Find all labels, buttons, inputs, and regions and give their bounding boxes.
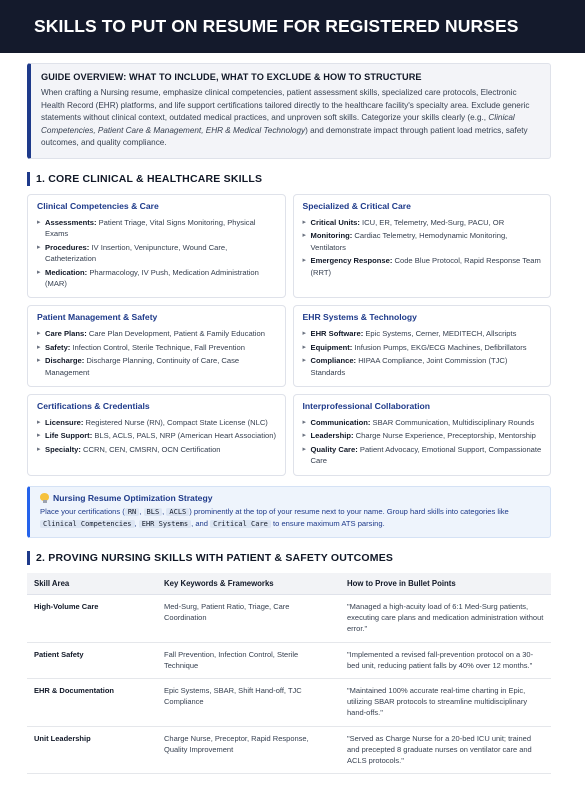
item-label: Communication: [310,418,371,428]
skill-card-ehr-systems [293,305,552,387]
card-list [303,328,543,378]
item-label: Discharge: [45,356,85,366]
list-item [37,342,277,353]
bullet-icon: ▸ [302,343,307,351]
list-item [37,355,277,378]
column-header-keywords: Key Keywords & Frameworks [157,573,340,595]
list-item [37,217,277,240]
card-list [37,217,277,289]
outcomes-table [27,573,551,774]
list-item [303,230,543,253]
item-text: Patient Triage, Vital Signs Monitoring, Physical Exams [45,217,256,239]
item-label: Equipment: [310,342,353,352]
code-critical-care: Critical Care [210,520,271,528]
bullet-icon: ▸ [302,330,307,338]
cell-skill-area: EHR & Documentation [27,679,157,727]
overview-text [41,87,540,150]
cell-keywords: Epic Systems, SBAR, Shift Hand-off, TJC Compliance [157,679,340,727]
list-item [303,430,543,441]
tip-text-part: to ensure maximum ATS parsing. [270,518,385,528]
table-row [27,679,551,727]
code-bls: BLS [144,508,163,516]
item-text: Care Plan Development, Patient & Family Education [86,329,265,339]
item-text: Pharmacology, IV Push, Medication Administration (MAR) [45,267,259,288]
bullet-icon: ▸ [302,232,307,240]
skill-card-patient-management [27,305,286,387]
item-text: Epic Systems, Cerner, MEDITECH, Allscripts [363,329,517,339]
card-list [303,417,543,467]
tip-text-part: , [162,506,167,516]
item-label: Quality Care: [310,444,358,454]
skills-card-grid [27,194,551,476]
bullet-icon: ▸ [302,445,307,453]
list-item [303,217,543,228]
guide-overview-box [27,63,551,159]
cell-proof: "Managed a high-acuity load of 6:1 Med-Surg patients, executing care plans and medication administration without error." [340,595,551,643]
tip-text-part: , and [191,518,211,528]
tip-text-part: , [134,518,139,528]
card-title: Clinical Competencies & Care [37,200,159,211]
tip-text [40,506,540,530]
tip-title: Nursing Resume Optimization Strategy [53,492,213,503]
cell-proof: "Served as Charge Nurse for a 20-bed ICU unit; trained and precepted 8 graduate nurses on ventilator care and ACLS protocols." [340,726,551,774]
lightbulb-icon [40,493,49,503]
card-list [303,217,543,278]
list-item [303,342,543,353]
bullet-icon: ▸ [37,330,41,338]
list-item [37,242,277,265]
bullet-icon: ▸ [302,419,307,427]
skill-card-collaboration [293,394,552,476]
item-label: Procedures: [45,242,90,252]
list-item [303,417,543,428]
item-text: Cardiac Telemetry, Hemodynamic Monitoring, Ventilators [310,231,508,252]
item-text: SBAR Communication, Multidisciplinary Rounds [370,418,535,428]
table-row [27,726,551,774]
bullet-icon: ▸ [37,243,41,251]
item-text: ICU, ER, Telemetry, Med-Surg, PACU, OR [359,217,505,227]
cell-keywords: Med-Surg, Patient Ratio, Triage, Care Coordination [157,595,340,643]
item-text: Patient Advocacy, Emotional Support, Compassionate Care [310,444,542,466]
item-label: EHR Software: [310,329,364,339]
list-item [303,255,543,278]
item-label: Critical Units: [310,217,360,227]
card-title: EHR Systems & Technology [302,312,417,323]
item-label: Licensure: [45,418,84,428]
card-title: Certifications & Credentials [37,401,150,412]
overview-text-before: When crafting a Nursing resume, emphasize clinical competencies, patient assessment skills, specialized care protocols, Electronic Health Record (EHR) platforms, and life support certifications tailored directly to the healthcare facility's specialty area. Exclude generic statements without clinical context, outdated medical practices, and unproven soft skills. Categorize your skills clearly (e.g., [41,88,530,123]
item-text: IV Insertion, Venipuncture, Wound Care, Catheterization [45,242,228,264]
cell-skill-area: Unit Leadership [27,726,157,774]
card-list [37,417,277,455]
column-header-skill-area: Skill Area [27,573,157,595]
item-label: Monitoring: [310,231,353,241]
card-list [37,328,277,378]
bullet-icon: ▸ [302,257,307,265]
section-2-title: 2. PROVING NURSING SKILLS WITH PATIENT & SAFETY OUTCOMES [36,552,394,565]
cell-keywords: Charge Nurse, Preceptor, Rapid Response, Quality Improvement [157,726,340,774]
cell-proof: "Maintained 100% accurate real-time charting in Epic, utilizing SBAR protocols to streamline multidisciplinary hand-offs." [340,679,551,727]
overview-text-italic: Clinical Competencies, Patient Care & Management, EHR & Medical Technology [41,113,515,135]
code-rn: RN [125,508,139,516]
bullet-icon: ▸ [302,357,307,365]
bullet-icon: ▸ [37,419,41,427]
item-text: HIPAA Compliance, Joint Commission (TJC) Standards [310,356,508,377]
page-content [0,53,585,774]
bullet-icon: ▸ [37,357,41,365]
list-item [37,328,277,339]
item-label: Leadership: [310,431,354,441]
overview-text-after: ) and demonstrate impact through patient load metrics, safety outcomes, and quality compliance. [41,125,528,148]
cell-keywords: Fall Prevention, Infection Control, Sterile Technique [157,642,340,678]
list-item [37,430,277,441]
tip-text-part: Place your certifications ( [40,506,125,516]
item-label: Medication: [45,267,88,277]
card-title: Patient Management & Safety [37,312,158,323]
list-item [37,444,277,455]
bullet-icon: ▸ [37,343,41,351]
item-label: Life Support: [45,431,93,441]
tip-text-part: , [139,506,144,516]
skill-card-certifications [27,394,286,476]
table-row [27,642,551,678]
item-text: Code Blue Protocol, Rapid Response Team (RRT) [310,256,541,277]
tip-text-part: ) prominently at the top of your resume next to your name. Group hard skills into categories like [189,506,509,516]
item-text: Infusion Pumps, EKG/ECG Machines, Defibrillators [352,342,527,352]
cell-skill-area: Patient Safety [27,642,157,678]
code-ehr-systems: EHR Systems [139,520,191,528]
cell-proof: "Implemented a revised fall-prevention protocol on a 30-bed unit, reducing patient falls by 40% over 12 months." [340,642,551,678]
skill-card-specialized-care [293,194,552,298]
bullet-icon: ▸ [302,218,307,226]
item-label: Care Plans: [45,329,87,339]
code-clinical-competencies: Clinical Competencies [40,520,135,528]
optimization-tip-box [27,486,551,538]
item-text: Charge Nurse Experience, Preceptorship, Mentorship [353,431,536,441]
list-item [303,444,543,467]
tip-header [40,493,540,503]
section-1-title: 1. CORE CLINICAL & HEALTHCARE SKILLS [36,172,263,185]
item-label: Assessments: [45,217,97,227]
table-header [27,573,551,595]
cell-skill-area: High-Volume Care [27,595,157,643]
item-text: Infection Control, Sterile Technique, Fall Prevention [70,342,245,352]
page-header [0,0,585,53]
column-header-how-to-prove: How to Prove in Bullet Points [340,573,551,595]
table-row [27,595,551,643]
skill-card-clinical-competencies [27,194,286,298]
list-item [37,417,277,428]
item-label: Specialty: [45,444,81,454]
item-text: BLS, ACLS, PALS, NRP (American Heart Association) [92,431,276,441]
item-label: Safety: [45,342,71,352]
overview-heading: GUIDE OVERVIEW: WHAT TO INCLUDE, WHAT TO EXCLUDE & HOW TO STRUCTURE [41,72,422,82]
code-acls: ACLS [166,508,189,516]
list-item [303,355,543,378]
item-text: Registered Nurse (RN), Compact State License (NLC) [83,418,268,428]
card-title: Interprofessional Collaboration [302,401,430,412]
bullet-icon: ▸ [302,432,307,440]
item-label: Compliance: [310,356,357,366]
bullet-icon: ▸ [37,268,41,276]
bullet-icon: ▸ [37,445,41,453]
list-item [303,328,543,339]
item-text: CCRN, CEN, CMSRN, OCN Certification [80,444,221,454]
item-label: Emergency Response: [310,256,393,266]
section-2-heading [27,551,551,565]
page-title: SKILLS TO PUT ON RESUME FOR REGISTERED NURSES [34,16,519,36]
section-1-heading [27,172,551,186]
list-item [37,267,277,290]
card-title: Specialized & Critical Care [302,200,411,211]
item-text: Discharge Planning, Continuity of Care, Case Management [45,356,240,377]
bullet-icon: ▸ [37,218,41,226]
bullet-icon: ▸ [37,432,41,440]
